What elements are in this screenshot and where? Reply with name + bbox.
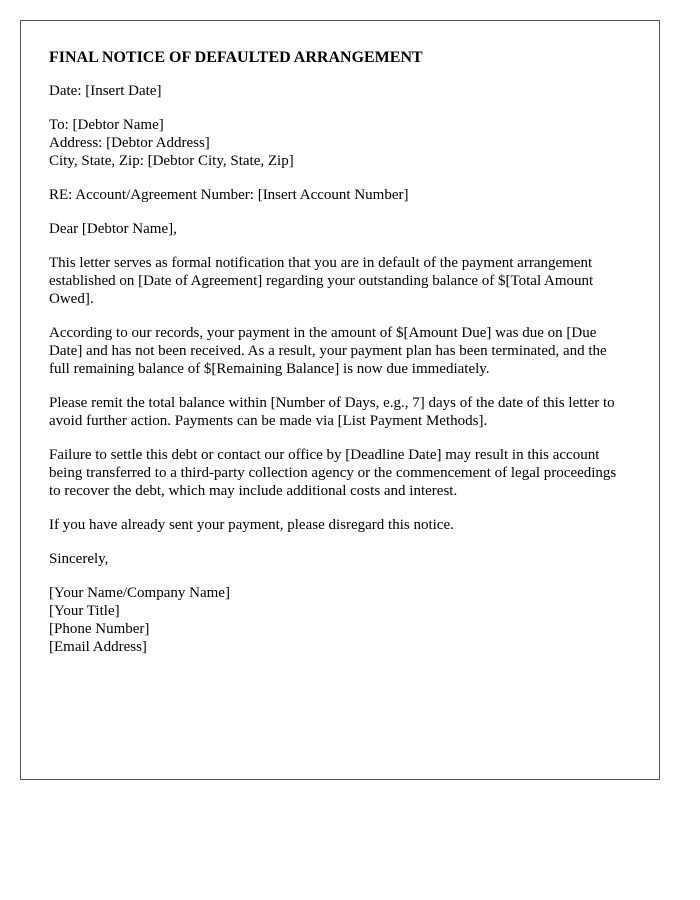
letter-document — [20, 20, 660, 780]
paragraph-disregard: If you have already sent your payment, please disregard this notice. — [49, 517, 454, 533]
paragraph-default-notice: This letter serves as formal notification that you are in default of the payment arrangement established on [Date of Agreement] regarding your outstanding balance of $[Total Amount Owed]. — [49, 255, 594, 307]
signature-name: [Your Name/Company Name] — [49, 585, 230, 601]
signature-block — [49, 584, 631, 656]
recipient-address: Address: [Debtor Address] — [49, 135, 210, 151]
signature-phone: [Phone Number] — [49, 621, 150, 637]
date-line: Date: [Insert Date] — [49, 83, 162, 99]
recipient-block — [49, 116, 631, 170]
letter-title: FINAL NOTICE OF DEFAULTED ARRANGEMENT — [49, 49, 423, 66]
closing: Sincerely, — [49, 551, 109, 567]
recipient-city-state-zip: City, State, Zip: [Debtor City, State, Zip] — [49, 153, 294, 169]
signature-title: [Your Title] — [49, 603, 120, 619]
salutation: Dear [Debtor Name], — [49, 221, 177, 237]
recipient-name: To: [Debtor Name] — [49, 117, 164, 133]
signature-email: [Email Address] — [49, 639, 147, 655]
paragraph-missed-payment: According to our records, your payment in the amount of $[Amount Due] was due on [Due Date] and has not been received. As a result, your payment plan has been terminated, and the full remaining balance of $[Remaining Balance] is now due immediately. — [49, 325, 607, 377]
re-line: RE: Account/Agreement Number: [Insert Account Number] — [49, 187, 409, 203]
paragraph-remit-balance: Please remit the total balance within [Number of Days, e.g., 7] days of the date of this letter to avoid further action. Payments can be made via [List Payment Methods]. — [49, 395, 615, 429]
paragraph-consequences: Failure to settle this debt or contact our office by [Deadline Date] may result in this account being transferred to a third-party collection agency or the commencement of legal proceedings to recover the debt, which may include additional costs and interest. — [49, 447, 617, 499]
